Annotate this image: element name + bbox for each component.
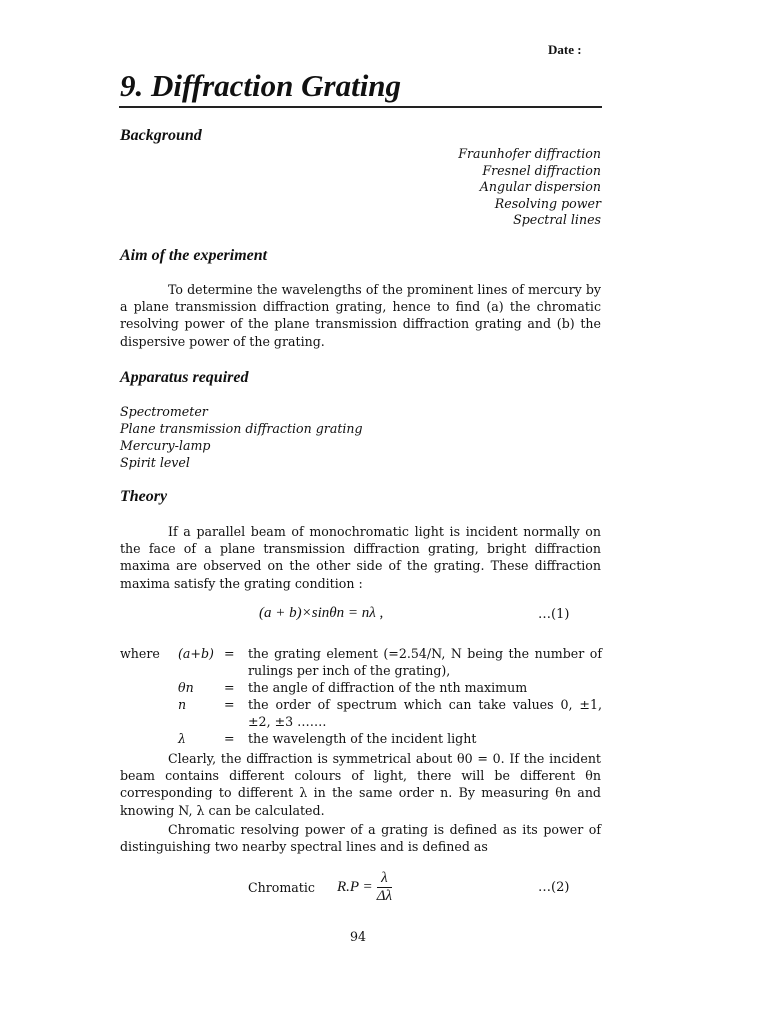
where-label: where xyxy=(120,646,160,661)
equation-2-fraction xyxy=(377,870,392,905)
topic-item: Resolving power xyxy=(494,195,601,211)
page-number: 94 xyxy=(350,929,367,944)
equation-1: (a + b)×sinθn = nλ , xyxy=(259,605,384,621)
equation-1-number: …(1) xyxy=(538,607,570,622)
fraction-denominator: Δλ xyxy=(376,888,392,904)
definition-text: the angle of diffraction of the nth maximum xyxy=(248,680,528,695)
definition-text: the grating element (=2.54/N, N being the number of rulings per inch of the grating), xyxy=(248,646,602,678)
aim-heading: Aim of the experiment xyxy=(120,247,268,264)
date-label: Date : xyxy=(548,42,582,57)
aim-text: To determine the wavelengths of the prominent lines of mercury by a plane transmission diffraction grating, hence to find (a) the chromatic resolving power of the plane transmission diffraction grating and (b) the dispersive power of the grating. xyxy=(120,282,601,349)
definition-row xyxy=(120,696,602,730)
definition-row xyxy=(120,730,602,747)
background-heading: Background xyxy=(120,127,202,144)
definition-equals: = xyxy=(224,731,235,746)
apparatus-list xyxy=(120,403,363,471)
theory-text-3: Chromatic resolving power of a grating is defined as its power of distinguishing two nearby spectral lines and is defined as xyxy=(120,822,601,855)
definition-symbol: n xyxy=(178,697,187,712)
fraction-numerator: λ xyxy=(377,870,392,888)
apparatus-item: Plane transmission diffraction grating xyxy=(120,421,363,436)
theory-text-2: Clearly, the diffraction is symmetrical about θ0 = 0. If the incident beam contains different colours of light, there will be different θn corresponding to different λ in the same order n. By measuring θn and knowing N, λ can be calculated. xyxy=(120,751,601,818)
background-topics xyxy=(458,146,601,229)
equation-2-label: Chromatic xyxy=(248,880,315,895)
title-rule xyxy=(119,106,602,108)
definition-text: the order of spectrum which can take values 0, ±1, ±2, ±3 ……. xyxy=(248,697,602,729)
equation-2-lhs: R.P = xyxy=(336,879,373,895)
theory-paragraph-2 xyxy=(120,750,601,819)
aim-paragraph xyxy=(120,281,601,350)
definition-symbol: θn xyxy=(178,680,194,695)
page-title: 9. Diffraction Grating xyxy=(120,68,402,103)
theory-text-1: If a parallel beam of monochromatic light is incident normally on the face of a plane transmission diffraction grating, bright diffraction maxima are observed on the other side of the grating. These diffraction maxima satisfy the grating condition : xyxy=(120,524,601,591)
definition-equals: = xyxy=(224,697,235,712)
topic-item: Angular dispersion xyxy=(479,179,601,195)
apparatus-heading: Apparatus required xyxy=(120,369,249,386)
definition-equals: = xyxy=(224,680,235,695)
apparatus-item: Mercury-lamp xyxy=(120,438,211,453)
theory-paragraph-3 xyxy=(120,821,601,855)
topic-item: Spectral lines xyxy=(513,212,601,228)
definitions-list xyxy=(120,645,602,747)
definition-equals: = xyxy=(224,646,235,661)
definition-row xyxy=(120,645,602,679)
topic-item: Fraunhofer diffraction xyxy=(458,146,601,161)
definition-text: the wavelength of the incident light xyxy=(248,731,477,746)
definition-row xyxy=(120,679,602,696)
equation-2-number: …(2) xyxy=(538,880,570,895)
apparatus-item: Spirit level xyxy=(120,455,190,470)
definition-symbol: (a+b) xyxy=(178,646,214,661)
definition-symbol: λ xyxy=(178,731,186,746)
theory-paragraph-1 xyxy=(120,523,601,592)
topic-item: Fresnel diffraction xyxy=(482,162,601,178)
equation-2 xyxy=(248,870,392,905)
theory-heading: Theory xyxy=(120,488,168,505)
apparatus-item: Spectrometer xyxy=(120,404,208,419)
